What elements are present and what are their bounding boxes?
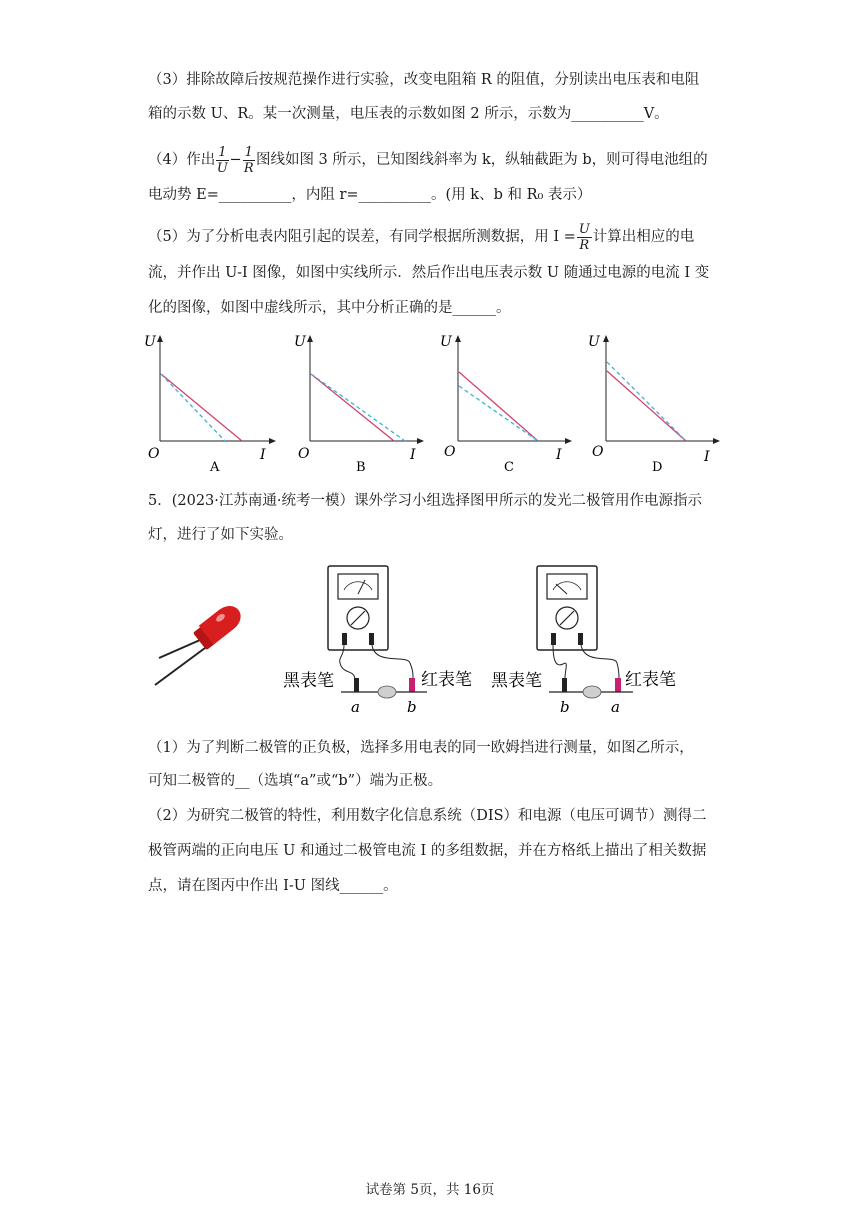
- axis-label-i: I: [260, 447, 266, 463]
- terminal-label-a-right: a: [611, 698, 620, 716]
- q4-suffix: 图线如图 3 所示，已知图线斜率为 k，纵轴截距为 b，则可得电池组的: [255, 152, 708, 168]
- solid-line: [607, 371, 686, 441]
- p5-line-2: 灯，进行了如下实验。: [148, 527, 293, 543]
- terminal-label-a-left: a: [351, 698, 360, 716]
- axis-label-u: U: [588, 334, 600, 350]
- black-probe-label-left: 黑表笔: [283, 671, 334, 691]
- solid-line: [311, 374, 394, 441]
- p5q1-line-2: 可知二极管的__（选填“a”或“b”）端为正极。: [148, 773, 443, 789]
- diode-figure: [145, 558, 705, 723]
- terminal-label-b-left: b: [407, 698, 417, 716]
- origin-label: O: [148, 446, 160, 462]
- dashed-line: [607, 362, 686, 441]
- axis-label-i: I: [704, 449, 710, 465]
- q5-suffix: 计算出相应的电: [592, 229, 695, 245]
- dashed-line: [161, 374, 225, 441]
- red-probe-label-left: 红表笔: [421, 670, 472, 690]
- q5-line-1: [148, 220, 694, 254]
- dashed-line: [311, 374, 405, 441]
- option-label-d: D: [652, 460, 663, 475]
- graph-option-a[interactable]: [142, 328, 282, 478]
- q5-line-3: 化的图像，如图中虚线所示，其中分析正确的是______。: [148, 300, 511, 316]
- q3-line-2: 箱的示数 U、R。某一次测量，电压表的示数如图 2 所示，示数为__________V。: [148, 106, 669, 122]
- option-label-b: B: [356, 460, 366, 475]
- origin-label: O: [444, 444, 456, 460]
- red-probe-label-right: 红表笔: [625, 670, 676, 690]
- led-image: [155, 601, 246, 685]
- dashed-line: [459, 386, 538, 441]
- solid-line: [161, 374, 242, 441]
- p5-line-1: 5．(2023·江苏南通·统考一模）课外学习小组选择图甲所示的发光二极管用作电源指示: [148, 493, 702, 509]
- q3-line-1: （3）排除故障后按规范操作进行实验，改变电阻箱 R 的阻值，分别读出电压表和电阻: [148, 72, 700, 88]
- q4-line-1: [148, 143, 708, 177]
- option-label-c: C: [504, 460, 514, 475]
- p5q2-line-1: （2）为研究二极管的特性，利用数字化信息系统（DIS）和电源（电压可调节）测得二: [148, 808, 707, 824]
- axis-label-u: U: [144, 334, 156, 350]
- axis-label-u: U: [294, 334, 306, 350]
- minus-sign: −: [229, 152, 242, 168]
- axis-label-u: U: [440, 334, 452, 350]
- terminal-label-b-right: b: [560, 698, 570, 716]
- option-label-a: A: [210, 460, 220, 475]
- axis-label-i: I: [410, 447, 416, 463]
- q5-line-2: 流，并作出 U-I 图像，如图中实线所示．然后作出电压表示数 U 随通过电源的电流 I 变: [148, 265, 710, 281]
- page-footer: 试卷第 5页，共 16页: [365, 1182, 495, 1198]
- q4-line-2: 电动势 E=__________，内阻 r=__________。(用 k、b 和 R₀ 表示）: [148, 187, 592, 203]
- fraction-1-over-r: $\frac{1}{R}$: [243, 144, 254, 176]
- fraction-1-over-u: $\frac{1}{U}$: [216, 144, 228, 176]
- multimeter-right: [537, 566, 633, 698]
- graph-option-d[interactable]: [586, 328, 726, 478]
- q4-prefix: （4）作出: [148, 152, 216, 168]
- p5q2-line-2: 极管两端的正向电压 U 和通过二极管电流 I 的多组数据，并在方格纸上描出了相关数据: [148, 843, 707, 859]
- graph-option-c[interactable]: [438, 328, 578, 478]
- q5-prefix: （5）为了分析电表内阻引起的误差，有同学根据所测数据，用 I =: [148, 229, 576, 245]
- black-probe-label-right: 黑表笔: [491, 671, 542, 691]
- graph-option-b[interactable]: [290, 328, 430, 478]
- solid-line: [459, 372, 538, 441]
- p5q2-line-3: 点，请在图丙中作出 I-U 图线______。: [148, 878, 398, 894]
- p5q1-line-1: （1）为了判断二极管的正负极，选择多用电表的同一欧姆挡进行测量，如图乙所示，: [148, 740, 694, 756]
- fraction-u-over-r: $\frac{U}{R}$: [578, 221, 590, 253]
- axis-label-i: I: [556, 447, 562, 463]
- multimeter-left: [328, 566, 427, 698]
- origin-label: O: [298, 446, 310, 462]
- origin-label: O: [592, 444, 604, 460]
